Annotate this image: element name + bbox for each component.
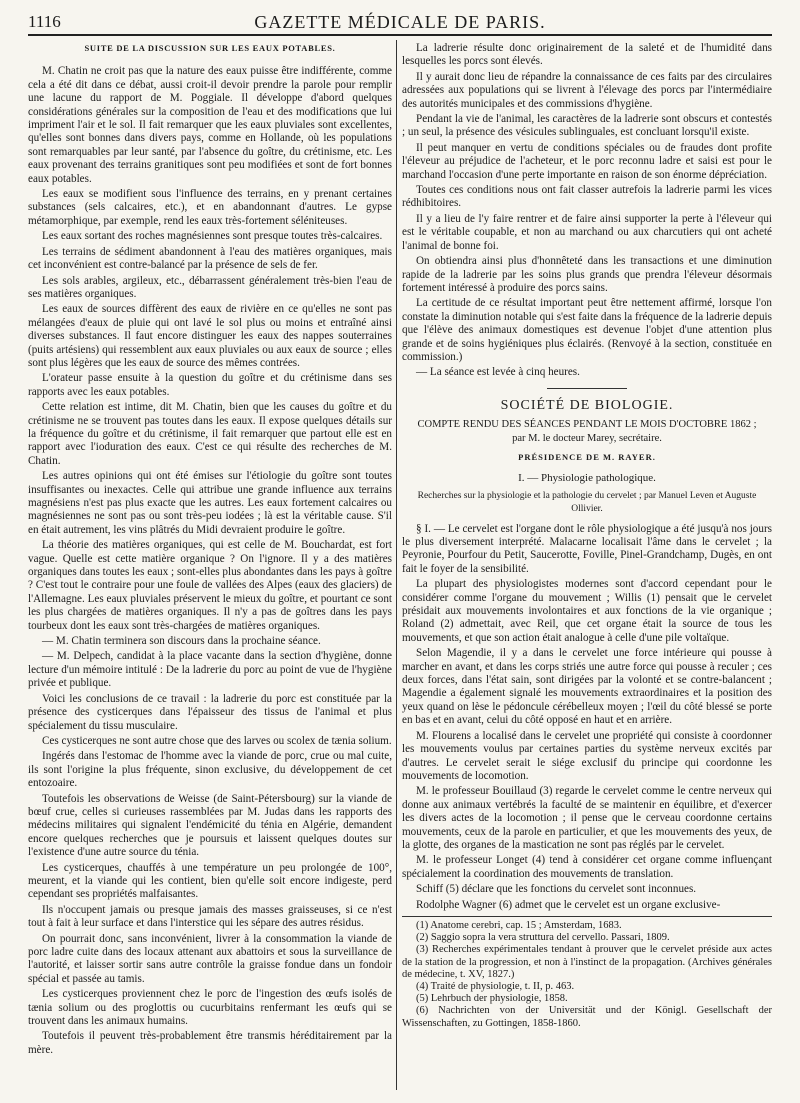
- paragraph: Pendant la vie de l'animal, les caractères de la ladrerie sont obscurs et contestés ; un seul, la présence des vésicules sublinguales, est concluant lorsqu'il existe.: [402, 113, 772, 139]
- paragraph: M. Chatin ne croit pas que la nature des eaux puisse être indifférente, comme cela a été dit dans ce débat, aussi croit-il devoir prendre la parole pour remplir une lacune du rapport de M. Poggiale. Il développe d'abord quelques considérations générales sur la composition de l'eau et des modifications que lui impriment l'air et le sol. Il fait remarquer que les eaux pluviales sont excellentes, qu'elles sont bonnes dans divers pays, comme en Hollande, où les populations sont remarquables par leur santé, par l'absence du goître, du crétinisme, etc. Les eaux provenant des terrains granitiques sont peu modifiées et sont de fort bonnes eaux potables.: [28, 65, 392, 185]
- section-title: I. — Physiologie pathologique.: [518, 472, 656, 485]
- paragraph: Les cysticerques, chauffés à une température un peu prolongée de 100°, meurent, et la viande qui les contient, bien qu'elle soit encore indigeste, perd cependant ses propriétés malfaisantes.: [28, 861, 392, 901]
- column-divider: [396, 40, 397, 1090]
- left-column: [28, 42, 392, 1091]
- paragraph: Toutes ces conditions nous ont fait classer autrefois la ladrerie parmi les vices rédhibitoires.: [402, 184, 772, 210]
- page-number: 1116: [28, 12, 61, 31]
- paragraph: Les eaux se modifient sous l'influence des terrains, en y prenant certaines substances (sels calcaires, etc.), et en abandonnant d'autres. Le gypse métamorphique, par exemple, rend les eaux très-fortement séléniteuses.: [28, 188, 392, 227]
- article-title: Recherches sur la physiologie et la pathologie du cervelet ; par Manuel Leven et Auguste Ollivier.: [417, 490, 757, 515]
- society-title: SOCIÉTÉ DE BIOLOGIE.: [500, 397, 674, 413]
- footnote: (2) Saggio sopra la vera struttura del cervello. Passari, 1809.: [416, 932, 670, 944]
- paragraph: Ingérés dans l'estomac de l'homme avec la viande de porc, crue ou mal cuite, ils sont l'origine la plus fréquente, sinon exclusive, du développement de cet entozoaire.: [28, 750, 392, 790]
- paragraph: M. le professeur Longet (4) tend à considérer cet organe comme influençant spécialement la coordination des mouvements de translation.: [402, 854, 772, 880]
- footnote: (4) Traité de physiologie, t. II, p. 463.: [416, 980, 575, 992]
- paragraph: — La séance est levée à cinq heures.: [416, 366, 580, 379]
- right-column: [402, 42, 772, 1091]
- paragraph: Les eaux sortant des roches magnésiennes sont presque toutes très-calcaires.: [42, 230, 383, 243]
- paragraph: La certitude de ce résultat important peut être nettement affirmé, lorsque l'on constate la diminution notable qui s'est faite dans la fréquence de la ladrerie depuis que l'élève des animaux domestiques est devenue l'objet d'une attention plus grande et de soins hygiéniques plus éclairés. (Renvoyé à la section, constituée en commission.): [402, 297, 772, 363]
- page-header: [28, 12, 772, 36]
- paragraph: Il y a lieu de l'y faire rentrer et de faire ainsi supporter la perte à l'éleveur qui est le véritable coupable, et non au marchand ou aux charcutiers qui ont acheté l'animal de bonne foi.: [402, 212, 772, 252]
- report-line: COMPTE RENDU DES SÉANCES PENDANT LE MOIS D'OCTOBRE 1862 ;: [417, 419, 757, 431]
- paragraph: Les sols arables, argileux, etc., débarrassent généralement très-bien l'eau de ses matières organiques.: [28, 274, 392, 300]
- paragraph: § I. — Le cervelet est l'organe dont le rôle physiologique a été jusqu'à nos jours le plus diversement interprété. Malacarne localisait l'âme dans le cervelet ; la Peyronie, Pourfour du Petit, Saucerotte, Foville, Pinel-Grandchamp, Dugès, en ont fait le foyer de la sensibilité.: [402, 522, 772, 575]
- running-title: GAZETTE MÉDICALE DE PARIS.: [254, 12, 546, 32]
- footnote: (3) Recherches expérimentales tendant à prouver que le cervelet préside aux actes de la station de la progression, et non à l'instinct de la propagation. (Archives générales de médecine, t. XV, 1827.): [402, 944, 772, 980]
- paragraph: On pourrait donc, sans inconvénient, livrer à la consommation la viande de porc ladre cuite dans des locaux attenant aux abattoirs et sous la surveillance de l'autorité, et laisser sortir sans autre contrôle la graisse fondue dans un fondoir spécial et passée au tamis.: [28, 932, 392, 985]
- section-subheading: SUITE DE LA DISCUSSION SUR LES EAUX POTABLES.: [84, 43, 336, 53]
- paragraph: Les terrains de sédiment abandonnent à l'eau des matières organiques, mais cet inconvénient est contre-balancé par la présence de sels de fer.: [28, 245, 392, 272]
- paragraph: Rodolphe Wagner (6) admet que le cervelet est un organe exclusive-: [416, 898, 721, 911]
- footnote: (6) Nachrichten von der Universität und der Königl. Gesellschaft der Wissenschaften, zu Gottingen, 1858-1860.: [402, 1005, 772, 1029]
- paragraph: — M. Chatin terminera son discours dans la prochaine séance.: [42, 635, 321, 648]
- presidency-line: PRÉSIDENCE DE M. RAYER.: [518, 451, 656, 462]
- paragraph: Ils n'occupent jamais ou presque jamais des masses graisseuses, si ce n'est tout à fait à leur surface et dans l'interstice qui les sépare des autres résidus.: [28, 903, 392, 930]
- paragraph: La plupart des physiologistes modernes sont d'accord cependant pour le considérer comme l'organe du mouvement ; Willis (1) pensait que le cervelet présidait aux mouvements involontaires et aux fonctions de la vie organique ; Roland (2) admettait, avec Reil, que cet organe était la source de tous les mouvements, et que son action était analogue à celle d'une pile voltaïque.: [402, 578, 772, 644]
- paragraph: Voici les conclusions de ce travail : la ladrerie du porc est constituée par la présence des cysticerques dans l'épaisseur des tissus de l'animal et plus spécialement du tissu musculaire.: [28, 692, 392, 732]
- paragraph: Les eaux de sources diffèrent des eaux de rivière en ce qu'elles ne sont pas mélangées d'eaux de pluie qui ont lavé le sol plus ou moins et entraîné ainsi diverses substances. Il faut encore distinguer les eaux des nappes souterraines (puits artésiens) qui ressemblent aux eaux pluviales ou aux eaux de source ; elles sont plus légères que les eaux de source des mêmes contrées.: [28, 303, 392, 369]
- paragraph: Les autres opinions qui ont été émises sur l'étiologie du goître sont toutes insuffisantes ou inexactes. Celle qui attribue une grande influence aux terrains magnésiens n'est pas plus exacte que les autres. Les eaux fortement calcaires ou magnésiennes ne sont pas ou sont très-peu iodées ; là est la véritable cause. S'il en était autrement, les vins plâtrés du Midi devraient produire le goître.: [28, 470, 392, 536]
- footnotes: [402, 916, 772, 1030]
- paragraph: Il peut manquer en vertu de conditions spéciales ou de fraudes dont profite l'éleveur au préjudice de l'acheteur, et le porc reconnu ladre et saisi est pour le marchand l'occasion d'une perte importante en raison de son énorme dépréciation.: [402, 141, 772, 181]
- paragraph: Les cysticerques proviennent chez le porc de l'ingestion des œufs isolés de tænia solium ou des proglottis ou cucurbitains renfermant les œufs qui se trouvent dans les animaux humains.: [28, 988, 392, 1028]
- footnote: (1) Anatome cerebri, cap. 15 ; Amsterdam, 1683.: [416, 919, 622, 931]
- footnote: (5) Lehrbuch der physiologie, 1858.: [416, 993, 568, 1005]
- paragraph: La ladrerie résulte donc originairement de la saleté et de l'humidité dans lesquelles les porcs sont élevés.: [402, 42, 772, 68]
- paragraph: Ces cysticerques ne sont autre chose que des larves ou scolex de tænia solium.: [42, 734, 392, 747]
- paragraph: La théorie des matières organiques, qui est celle de M. Bouchardat, est fort vague. Quelle est cette matière organique ? On l'ignore. Il y a des matières organiques dans toutes les eaux ; sont-elles plus abondantes dans les pays à goître ? C'est tout le contraire pour une foule de vallées des Alpes (eaux des glaciers) de l'Allemagne. Les eaux pluviales préservent le mieux du goître, et pourtant ce sont les plus chargées de matières organiques. Il n'y a pas de goîtres dans les pays tourbeux dont les eaux sont très-chargées de matières organiques.: [28, 539, 392, 632]
- paragraph: On obtiendra ainsi plus d'honnêteté dans les transactions et une diminution rapide de la ladrerie par les soins plus grands que prendra l'éleveur désormais fortement intéressé à produire des porcs sains.: [402, 255, 772, 294]
- paragraph: Schiff (5) déclare que les fonctions du cervelet sont inconnues.: [416, 883, 697, 896]
- separator-rule: [547, 388, 627, 389]
- paragraph: Toutefois les observations de Weisse (de Saint-Pétersbourg) sur la viande de bœuf crue, celles si curieuses rassemblées par M. Judas dans les rapports des médecins militaires qui signalent l'endémicité du ténia en Algérie, demandent encore quelques recherches que je poursuis et laissent quelques doutes sur l'existence d'une autre source du ténia.: [28, 792, 392, 859]
- paragraph: Toutefois il peuvent très-probablement être transmis héréditairement par la mère.: [28, 1030, 392, 1056]
- paragraph: M. le professeur Bouillaud (3) regarde le cervelet comme le centre nerveux qui donne aux animaux vertébrés la faculté de se maintenir en équilibre, et d'exercer les divers actes de la locomotion ; il pense que le cerveau coordonne certains mouvements, ceux de la parole en particulier, et que les mouvements des yeux, de la glotte, des organes de la mastication ne sont pas réglés par le cervelet.: [402, 785, 772, 851]
- paragraph: L'orateur passe ensuite à la question du goître et du crétinisme dans ses rapports avec les eaux potables.: [28, 372, 392, 398]
- paragraph: — M. Delpech, candidat à la place vacante dans la section d'hygiène, donne lecture d'un mémoire intitulé : De la ladrerie du porc au point de vue de l'hygiène privée et publique.: [28, 650, 392, 690]
- paragraph: M. Flourens a localisé dans le cervelet une propriété qui consiste à coordonner les mouvements voulus par certaines parties du système nerveux excités par d'autres. Le cervelet serait le siége exclusif du principe qui coordonne les mouvements de locomotion.: [402, 729, 772, 782]
- paragraph: Selon Magendie, il y a dans le cervelet une force intérieure qui pousse à marcher en avant, et dans les corps striés une autre force qui pousse à reculer ; ces deux forces, dans l'état sain, sont dirigées par la volonté et se contre-balancent ; Magendie a également signalé les mouvements extraordinaires et la position des yeux quand on lèse le pédoncule cérébelleux moyen ; l'œil du côté blessé se porte en bas et en avant, celui du côté opposé en haut et en arrière.: [402, 647, 772, 727]
- paragraph: Cette relation est intime, dit M. Chatin, bien que les causes du goître et du crétinisme ne se trouvent pas toutes dans les eaux. Il expose quelques détails sur la fréquence du goître et du crétinisme, il fait remarquer que partout elle est en rapport avec l'ioduration des eaux. C'est ce qui résulte des recherches de M. Chatin.: [28, 401, 392, 467]
- report-secretary: par M. le docteur Marey, secrétaire.: [512, 432, 662, 444]
- paragraph: Il y aurait donc lieu de répandre la connaissance de ces faits par des circulaires adressées aux populations qui se livrent à l'élevage des porcs par l'intermédiaire des autorités municipales et des commissions d'hygiène.: [402, 70, 772, 110]
